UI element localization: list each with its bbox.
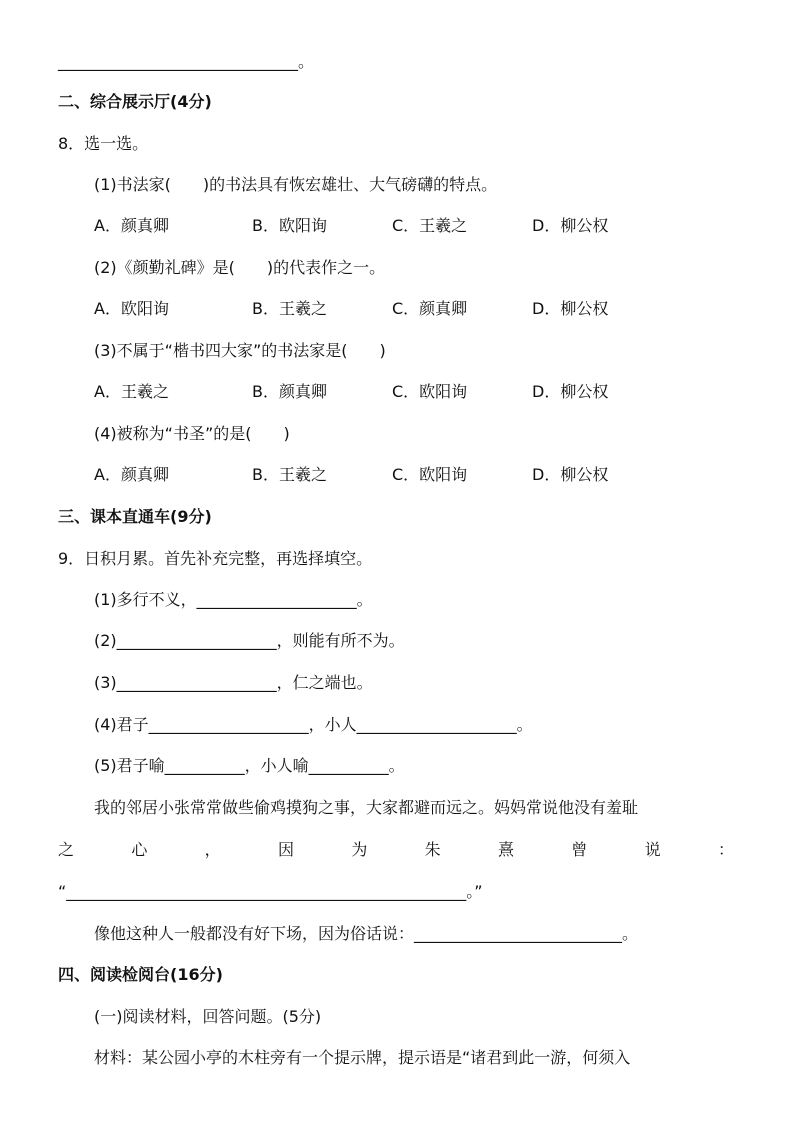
para-char: ：: [717, 840, 734, 859]
question-8-stem: 8．选一选。: [58, 134, 149, 153]
q8-item-3-question: (3)不属于“楷书四大家”的书法家是( ): [94, 341, 386, 360]
q9-fill-line-1: (1)多行不义，____________________。: [94, 590, 373, 609]
top-answer-blank: ______________________________。: [58, 52, 315, 71]
q8-item-4-option-c: C．欧阳询: [392, 465, 468, 484]
q8-item-2-question: (2)《颜勤礼碑》是( )的代表作之一。: [94, 258, 386, 277]
q8-item-2-option-a: A．欧阳询: [94, 299, 169, 318]
para-char: ，: [204, 840, 221, 859]
q9-quote-blank: “__________________________________________________。”: [58, 882, 483, 901]
para-char: 之: [58, 840, 75, 859]
q9-fill-line-4: (4)君子____________________，小人____________________。: [94, 715, 533, 734]
q9-paragraph-line-2: [58, 838, 734, 862]
section-3-title: 三、课本直通车(9分): [58, 507, 212, 526]
q8-item-2-option-c: C．颜真卿: [392, 299, 468, 318]
q9-paragraph-2: 像他这种人一般都没有好下场，因为俗话说：__________________________。: [94, 924, 639, 943]
q8-item-4-question: (4)被称为“书圣”的是( ): [94, 424, 290, 443]
q8-item-1-option-d: D．柳公权: [532, 216, 609, 235]
para-char: 说: [644, 840, 661, 859]
question-9-stem: 9．日积月累。首先补充完整，再选择填空。: [58, 549, 373, 568]
para-char: 心: [131, 840, 148, 859]
section-4-title: 四、阅读检阅台(16分): [58, 965, 223, 984]
q8-item-3-option-a: A．王羲之: [94, 382, 169, 401]
q8-item-3-option-c: C．欧阳询: [392, 382, 468, 401]
q9-fill-line-5: (5)君子喻__________，小人喻__________。: [94, 756, 405, 775]
para-char: 为: [351, 840, 368, 859]
section-4-material: 材料：某公园小亭的木柱旁有一个提示牌，提示语是“诸君到此一游，何须入: [94, 1048, 631, 1067]
para-char: 因: [277, 840, 294, 859]
q8-item-3-option-d: D．柳公权: [532, 382, 609, 401]
para-char: 熹: [497, 840, 514, 859]
q8-item-1-option-b: B．欧阳询: [252, 216, 327, 235]
para-char: 曾: [571, 840, 588, 859]
section-2-title: 二、综合展示厅(4分): [58, 92, 212, 111]
q8-item-4-option-a: A．颜真卿: [94, 465, 169, 484]
q8-item-1-question: (1)书法家( )的书法具有恢宏雄壮、大气磅礴的特点。: [94, 175, 498, 194]
section-4-part-1: (一)阅读材料，回答问题。(5分): [94, 1007, 322, 1026]
para-char: 朱: [424, 840, 441, 859]
q8-item-4-option-d: D．柳公权: [532, 465, 609, 484]
q8-item-1-option-c: C．王羲之: [392, 216, 468, 235]
q8-item-4-option-b: B．王羲之: [252, 465, 327, 484]
q9-fill-line-2: (2)____________________，则能有所不为。: [94, 631, 405, 650]
q8-item-2-option-d: D．柳公权: [532, 299, 609, 318]
q8-item-3-option-b: B．颜真卿: [252, 382, 327, 401]
q8-item-2-option-b: B．王羲之: [252, 299, 327, 318]
q9-paragraph-line-1: 我的邻居小张常常做些偷鸡摸狗之事，大家都避而远之。妈妈常说他没有羞耻: [94, 798, 639, 817]
q8-item-1-option-a: A．颜真卿: [94, 216, 169, 235]
q9-fill-line-3: (3)____________________，仁之端也。: [94, 673, 373, 692]
